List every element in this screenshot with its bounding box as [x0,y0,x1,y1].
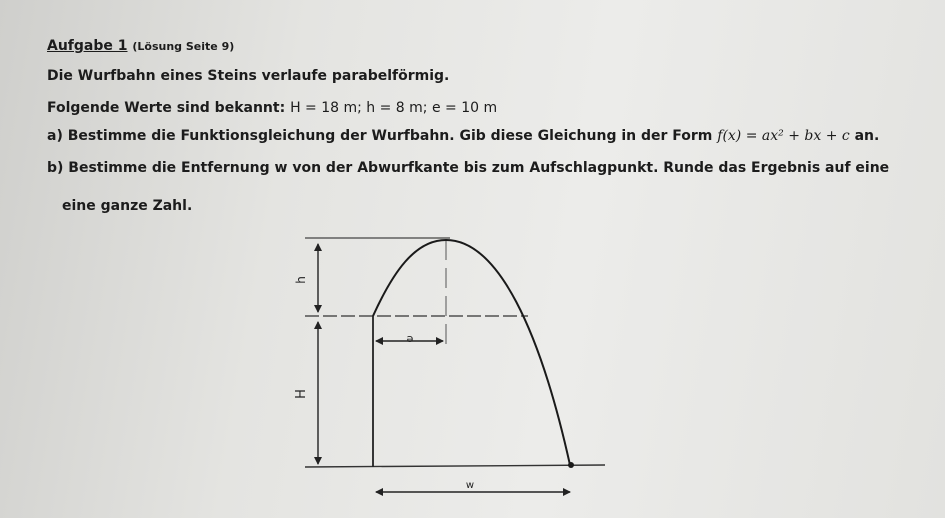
part-b-line-1: b) Bestimme die Entfernung w von der Abwurfkante bis zum Aufschlagpunkt. Runde das Ergebnis auf eine [47,160,890,176]
part-b-line-2: eine ganze Zahl. [62,198,193,214]
ground-line [305,465,605,467]
part-a-text: a) Bestimme die Funktionsgleichung der Wurfbahn. Gib diese Gleichung in der Form [47,128,713,144]
part-a-suffix: an. [854,128,880,144]
given-label: Folgende Werte sind bekannt: [47,100,286,116]
label-e: e [406,333,414,346]
task-intro: Die Wurfbahn eines Steins verlaufe parabelförmig. [47,68,450,84]
given-values: H = 18 m; h = 8 m; e = 10 m [290,100,498,116]
label-h: h [294,276,308,284]
task-title-main: Aufgabe 1 [47,38,128,54]
part-a-formula: f(x) = ax² + bx + c [717,128,850,144]
impact-point [568,462,574,468]
trajectory-parabola [373,240,570,465]
solution-reference: (Lösung Seite 9) [132,40,235,53]
label-H: H [294,389,309,399]
label-w: w [465,480,475,491]
